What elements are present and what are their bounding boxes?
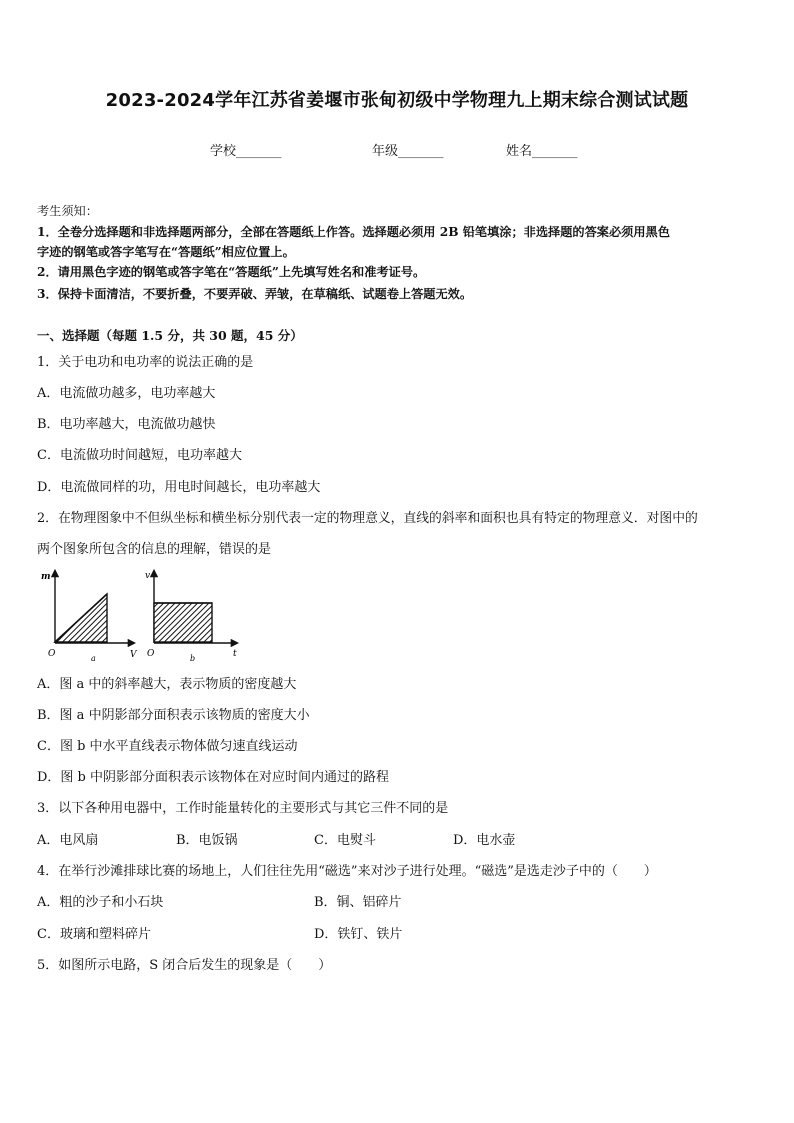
graph-b-y-label: v (145, 571, 151, 581)
notice-item-1b: 字迹的钢笔或答字笔写在“答题纸”相应位置上。 (37, 245, 295, 259)
graph-b-shaded-rectangle (154, 603, 212, 642)
graph-b-origin: O (147, 649, 155, 659)
question-2-option-b[interactable]: B．图 a 中阴影部分面积表示该物质的密度大小 (37, 708, 310, 723)
graph-b (145, 571, 237, 663)
section-heading: 一、选择题（每题 1.5 分，共 30 题，45 分） (37, 328, 303, 343)
graph-b-caption: b (190, 654, 196, 663)
question-1-option-a[interactable]: A．电流做功越多，电功率越大 (37, 386, 216, 401)
question-3-stem: 3．以下各种用电器中，工作时能量转化的主要形式与其它三件不同的是 (37, 801, 449, 816)
student-info-row (0, 140, 794, 160)
question-5-stem: 5．如图所示电路，S 闭合后发生的现象是（ ） (37, 958, 332, 973)
question-1-stem: 1．关于电功和电功率的说法正确的是 (37, 355, 254, 370)
notice-item-3: 3．保持卡面清洁，不要折叠，不要弄破、弄皱，在草稿纸、试题卷上答题无效。 (37, 287, 473, 301)
question-4-option-b[interactable]: B．铜、铝碎片 (314, 895, 402, 910)
question-1-option-c[interactable]: C．电流做功时间越短，电功率越大 (37, 448, 242, 463)
question-4-option-d[interactable]: D．铁钉、铁片 (314, 927, 403, 942)
question-2-option-d[interactable]: D．图 b 中阴影部分面积表示该物体在对应时间内通过的路程 (37, 770, 390, 785)
question-2-option-a[interactable]: A．图 a 中的斜率越大，表示物质的密度越大 (37, 677, 297, 692)
question-1-option-d[interactable]: D．电流做同样的功，用电时间越长，电功率越大 (37, 480, 321, 495)
graph-a-caption: a (91, 654, 96, 663)
grade-field[interactable]: 年级_______ (372, 144, 444, 159)
notice-item-1a: 1．全卷分选择题和非选择题两部分，全部在答题纸上作答。选择题必须用 2B 铅笔填涂；非选择题的答案必须用黑色 (37, 225, 670, 239)
question-2-stem-line-2: 两个图象所包含的信息的理解，错误的是 (37, 542, 272, 557)
graph-a-y-label: m (41, 572, 51, 582)
question-3-option-d[interactable]: D．电水壶 (453, 833, 516, 848)
question-4-stem: 4．在举行沙滩排球比赛的场地上，人们往往先用“磁选”来对沙子进行处理。“磁选”是选走沙子中的（ ） (37, 864, 657, 879)
graph-a-origin: O (48, 649, 56, 659)
question-2-graphs-figure (37, 565, 257, 665)
school-field[interactable]: 学校_______ (210, 144, 282, 159)
question-2-stem-line-1: 2．在物理图象中不但纵坐标和横坐标分别代表一定的物理意义，直线的斜率和面积也具有特定的物理意义．对图中的 (37, 511, 698, 526)
page-title: 2023-2024学年江苏省姜堰市张甸初级中学物理九上期末综合测试试题 (105, 90, 689, 111)
question-1-option-b[interactable]: B．电功率越大，电流做功越快 (37, 417, 216, 432)
question-4-option-a[interactable]: A．粗的沙子和小石块 (37, 895, 164, 910)
question-3-option-c[interactable]: C．电熨斗 (314, 833, 376, 848)
graph-a-x-label: V (130, 650, 137, 660)
notice-item-2: 2．请用黑色字迹的钢笔或答字笔在“答题纸”上先填写姓名和准考证号。 (37, 265, 426, 279)
question-3-option-b[interactable]: B．电饭锅 (176, 833, 238, 848)
name-field[interactable]: 姓名_______ (506, 144, 578, 159)
graph-a (41, 571, 138, 663)
notice-heading: 考生须知： (37, 204, 98, 218)
graph-b-x-label: t (233, 649, 237, 659)
question-4-option-c[interactable]: C．玻璃和塑料碎片 (37, 927, 151, 942)
question-2-option-c[interactable]: C．图 b 中水平直线表示物体做匀速直线运动 (37, 739, 298, 754)
question-3-option-a[interactable]: A．电风扇 (37, 833, 99, 848)
